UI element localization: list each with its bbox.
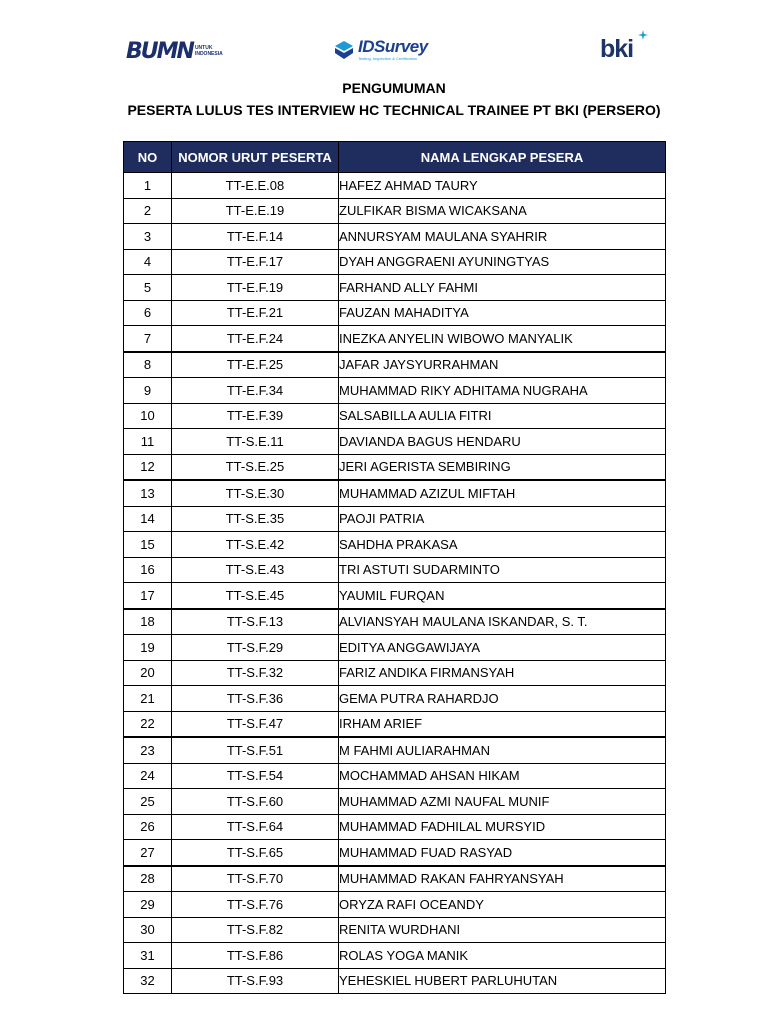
table-row <box>124 403 666 429</box>
participant-name: ANNURSYAM MAULANA SYAHRIR <box>339 224 666 250</box>
table-header-row <box>124 142 666 173</box>
row-number: 9 <box>124 378 172 404</box>
row-number: 1 <box>124 173 172 199</box>
row-number: 26 <box>124 814 172 840</box>
participant-number: TT-S.F.51 <box>172 737 339 763</box>
table-row <box>124 275 666 301</box>
bumn-logo-mark: BUMN <box>126 38 193 64</box>
participant-number: TT-S.E.35 <box>172 506 339 532</box>
participant-name: JERI AGERISTA SEMBIRING <box>339 454 666 480</box>
participant-number: TT-S.F.36 <box>172 686 339 712</box>
participant-number: TT-S.F.70 <box>172 866 339 892</box>
table-row <box>124 943 666 969</box>
participant-name: MUHAMMAD FADHILAL MURSYID <box>339 814 666 840</box>
participant-number: TT-S.F.93 <box>172 968 339 994</box>
bumn-logo-sub-1: UNTUK <box>194 45 213 51</box>
table-row <box>124 609 666 635</box>
row-number: 21 <box>124 686 172 712</box>
row-number: 18 <box>124 609 172 635</box>
participant-name: EDITYA ANGGAWIJAYA <box>339 635 666 661</box>
participant-name: INEZKA ANYELIN WIBOWO MANYALIK <box>339 326 666 352</box>
table-body <box>124 173 666 994</box>
idsurvey-name: IDSurvey <box>358 37 428 56</box>
row-number: 11 <box>124 429 172 455</box>
row-number: 24 <box>124 763 172 789</box>
participant-number: TT-S.F.32 <box>172 660 339 686</box>
row-number: 8 <box>124 352 172 378</box>
participant-number: TT-S.E.45 <box>172 583 339 609</box>
row-number: 4 <box>124 249 172 275</box>
participant-number: TT-E.F.39 <box>172 403 339 429</box>
table-row <box>124 814 666 840</box>
participant-name: MUHAMMAD AZMI NAUFAL MUNIF <box>339 789 666 815</box>
row-number: 29 <box>124 892 172 918</box>
row-number: 5 <box>124 275 172 301</box>
table-row <box>124 378 666 404</box>
participants-table <box>123 141 666 994</box>
participant-number: TT-S.F.47 <box>172 711 339 737</box>
participant-number: TT-E.F.17 <box>172 249 339 275</box>
participant-name: GEMA PUTRA RAHARDJO <box>339 686 666 712</box>
row-number: 23 <box>124 737 172 763</box>
participant-name: SALSABILLA AULIA FITRI <box>339 403 666 429</box>
participant-name: SAHDHA PRAKASA <box>339 532 666 558</box>
participant-name: MUHAMMAD RIKY ADHITAMA NUGRAHA <box>339 378 666 404</box>
row-number: 17 <box>124 583 172 609</box>
participant-number: TT-S.E.11 <box>172 429 339 455</box>
idsurvey-logo <box>333 34 428 66</box>
participant-name: ROLAS YOGA MANIK <box>339 943 666 969</box>
row-number: 14 <box>124 506 172 532</box>
announcement-heading: PENGUMUMAN <box>342 80 446 96</box>
row-number: 7 <box>124 326 172 352</box>
row-number: 22 <box>124 711 172 737</box>
row-number: 3 <box>124 224 172 250</box>
participant-name: HAFEZ AHMAD TAURY <box>339 173 666 199</box>
table-row <box>124 249 666 275</box>
column-header-no: NO <box>124 142 172 173</box>
participant-name: FARIZ ANDIKA FIRMANSYAH <box>339 660 666 686</box>
row-number: 27 <box>124 840 172 866</box>
participant-number: TT-S.E.43 <box>172 557 339 583</box>
table-row <box>124 224 666 250</box>
row-number: 6 <box>124 300 172 326</box>
row-number: 19 <box>124 635 172 661</box>
column-header-full-name: NAMA LENGKAP PESERA <box>339 142 666 173</box>
participant-number: TT-S.F.54 <box>172 763 339 789</box>
participant-name: DYAH ANGGRAENI AYUNINGTYAS <box>339 249 666 275</box>
row-number: 10 <box>124 403 172 429</box>
table-row <box>124 352 666 378</box>
participant-name: YAUMIL FURQAN <box>339 583 666 609</box>
table-row <box>124 326 666 352</box>
row-number: 2 <box>124 198 172 224</box>
row-number: 28 <box>124 866 172 892</box>
table-row <box>124 583 666 609</box>
participant-number: TT-S.F.29 <box>172 635 339 661</box>
table-row <box>124 557 666 583</box>
participant-name: ALVIANSYAH MAULANA ISKANDAR, S. T. <box>339 609 666 635</box>
table-row <box>124 763 666 789</box>
participant-number: TT-E.F.14 <box>172 224 339 250</box>
column-header-participant-number: NOMOR URUT PESERTA <box>172 142 339 173</box>
participant-name: PAOJI PATRIA <box>339 506 666 532</box>
announcement-subheading: PESERTA LULUS TES INTERVIEW HC TECHNICAL TRAINEE PT BKI (PERSERO) <box>127 102 661 118</box>
table-row <box>124 686 666 712</box>
participant-number: TT-E.E.08 <box>172 173 339 199</box>
table-row <box>124 737 666 763</box>
row-number: 12 <box>124 454 172 480</box>
bki-name: bki <box>600 34 634 63</box>
participant-number: TT-S.F.60 <box>172 789 339 815</box>
row-number: 16 <box>124 557 172 583</box>
participant-number: TT-S.F.86 <box>172 943 339 969</box>
participant-name: JAFAR JAYSYURRAHMAN <box>339 352 666 378</box>
participant-name: MUHAMMAD AZIZUL MIFTAH <box>339 480 666 506</box>
participant-name: MUHAMMAD FUAD RASYAD <box>339 840 666 866</box>
table-row <box>124 198 666 224</box>
table-row <box>124 506 666 532</box>
participant-number: TT-E.F.19 <box>172 275 339 301</box>
bki-logo <box>600 32 633 66</box>
participant-number: TT-S.F.13 <box>172 609 339 635</box>
participant-name: DAVIANDA BAGUS HENDARU <box>339 429 666 455</box>
participant-number: TT-S.E.42 <box>172 532 339 558</box>
participant-number: TT-E.F.25 <box>172 352 339 378</box>
participant-name: TRI ASTUTI SUDARMINTO <box>339 557 666 583</box>
participant-name: MUHAMMAD RAKAN FAHRYANSYAH <box>339 866 666 892</box>
logo-bar <box>0 28 768 76</box>
participant-name: IRHAM ARIEF <box>339 711 666 737</box>
participant-name: M FAHMI AULIARAHMAN <box>339 737 666 763</box>
participant-name: MOCHAMMAD AHSAN HIKAM <box>339 763 666 789</box>
participant-number: TT-E.F.24 <box>172 326 339 352</box>
participant-name: FARHAND ALLY FAHMI <box>339 275 666 301</box>
table-row <box>124 866 666 892</box>
participant-name: ZULFIKAR BISMA WICAKSANA <box>339 198 666 224</box>
bumn-logo-sub-2: INDONESIA <box>194 51 223 57</box>
participant-name: RENITA WURDHANI <box>339 917 666 943</box>
idsurvey-tagline: Testing, Inspection & Certification <box>358 56 418 61</box>
bumn-logo <box>126 38 223 64</box>
participant-number: TT-E.F.21 <box>172 300 339 326</box>
participant-number: TT-S.E.30 <box>172 480 339 506</box>
participant-number: TT-E.E.19 <box>172 198 339 224</box>
row-number: 13 <box>124 480 172 506</box>
table-row <box>124 711 666 737</box>
table-row <box>124 635 666 661</box>
row-number: 15 <box>124 532 172 558</box>
participant-number: TT-S.F.82 <box>172 917 339 943</box>
participant-number: TT-E.F.34 <box>172 378 339 404</box>
table-row <box>124 892 666 918</box>
row-number: 25 <box>124 789 172 815</box>
table-row <box>124 532 666 558</box>
bumn-logo-subtitle <box>195 45 223 57</box>
participant-name: FAUZAN MAHADITYA <box>339 300 666 326</box>
table-row <box>124 173 666 199</box>
bki-star-icon <box>638 30 648 40</box>
table-row <box>124 968 666 994</box>
table-row <box>124 429 666 455</box>
table-row <box>124 840 666 866</box>
table-row <box>124 480 666 506</box>
table-row <box>124 660 666 686</box>
row-number: 32 <box>124 968 172 994</box>
row-number: 31 <box>124 943 172 969</box>
participant-number: TT-S.F.64 <box>172 814 339 840</box>
participant-name: YEHESKIEL HUBERT PARLUHUTAN <box>339 968 666 994</box>
participant-number: TT-S.F.76 <box>172 892 339 918</box>
table-row <box>124 300 666 326</box>
table-row <box>124 917 666 943</box>
row-number: 20 <box>124 660 172 686</box>
table-row <box>124 454 666 480</box>
table-row <box>124 789 666 815</box>
participant-number: TT-S.E.25 <box>172 454 339 480</box>
row-number: 30 <box>124 917 172 943</box>
participant-name: ORYZA RAFI OCEANDY <box>339 892 666 918</box>
idsurvey-icon <box>333 39 355 61</box>
participant-number: TT-S.F.65 <box>172 840 339 866</box>
